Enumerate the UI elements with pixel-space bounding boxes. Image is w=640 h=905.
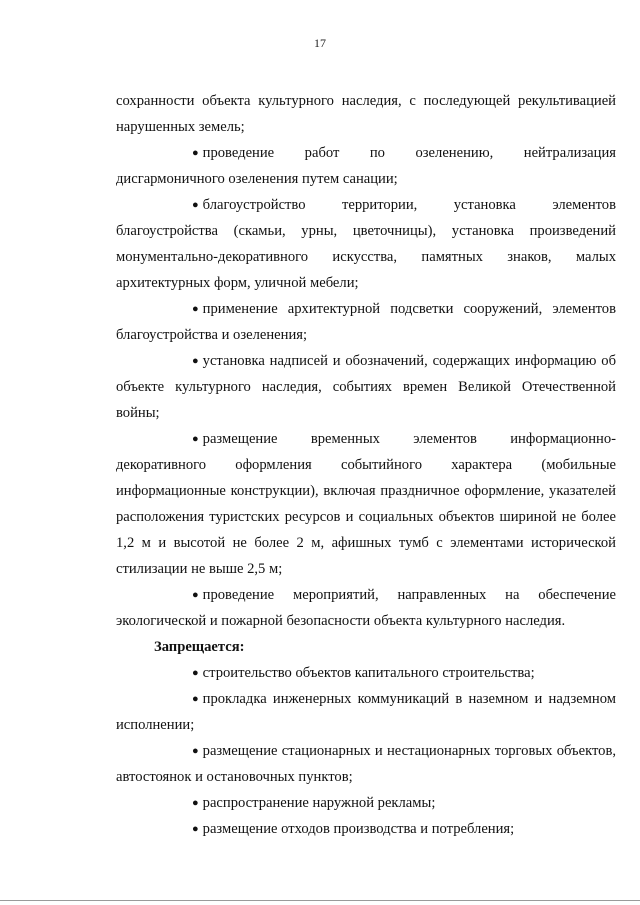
prohibited-heading: Запрещается:	[154, 639, 245, 655]
page-number: 17	[314, 36, 326, 50]
page-bottom-rule	[0, 900, 640, 901]
bullet-dot-icon: ●	[192, 667, 199, 679]
allowed-item-text: размещение временных элементов информационно-декоративного оформления событийного характера (мобильные информационные конструкции), включая праздничное оформление, указателей расположения туристских ресурсов и социальных объектов шириной не более 1,2 м и высотой не более 2 м, афишных тумб с элементами исторической стилизации не выше 2,5 м;	[116, 431, 616, 577]
allowed-item-text: установка надписей и обозначений, содержащих информацию об объекте культурного наследия, событиях времен Великой Отечественной войны;	[116, 353, 616, 421]
prohibited-item	[116, 738, 616, 790]
prohibited-item	[116, 790, 616, 816]
allowed-item-text: проведение мероприятий, направленных на обеспечение экологической и пожарной безопасности объекта культурного наследия.	[116, 587, 616, 629]
allowed-item	[116, 192, 616, 296]
allowed-item-text: проведение работ по озеленению, нейтрализация дисгармоничного озеленения путем санации;	[116, 145, 616, 187]
bullet-dot-icon: ●	[192, 199, 199, 211]
document-body	[116, 88, 616, 842]
bullet-dot-icon: ●	[192, 303, 199, 315]
bullet-dot-icon: ●	[192, 589, 199, 601]
prohibited-item	[116, 660, 616, 686]
allowed-item-text: применение архитектурной подсветки сооружений, элементов благоустройства и озеленения;	[116, 301, 616, 343]
prohibited-item	[116, 816, 616, 842]
prohibited-item	[116, 686, 616, 738]
allowed-item	[116, 582, 616, 634]
allowed-item	[116, 426, 616, 582]
bullet-dot-icon: ●	[192, 433, 199, 445]
bullet-dot-icon: ●	[192, 355, 199, 367]
allowed-item	[116, 348, 616, 426]
prohibited-item-text: размещение стационарных и нестационарных торговых объектов, автостоянок и остановочных пунктов;	[116, 743, 616, 785]
bullet-dot-icon: ●	[192, 693, 199, 705]
bullet-dot-icon: ●	[192, 797, 199, 809]
prohibited-item-text: прокладка инженерных коммуникаций в наземном и надземном исполнении;	[116, 691, 616, 733]
allowed-item	[116, 296, 616, 348]
bullet-dot-icon: ●	[192, 745, 199, 757]
prohibited-item-text: строительство объектов капитального строительства;	[202, 665, 535, 681]
allowed-item	[116, 140, 616, 192]
bullet-dot-icon: ●	[192, 147, 199, 159]
bullet-dot-icon: ●	[192, 823, 199, 835]
prohibited-item-text: распространение наружной рекламы;	[202, 795, 436, 811]
intro-continuation: сохранности объекта культурного наследия, с последующей рекультивацией нарушенных земель;	[116, 93, 616, 135]
allowed-item-text: благоустройство территории, установка элементов благоустройства (скамьи, урны, цветочницы), установка произведений монументально-декоративного искусства, памятных знаков, малых архитектурных форм, уличной мебели;	[116, 197, 616, 291]
prohibited-item-text: размещение отходов производства и потребления;	[202, 821, 515, 837]
